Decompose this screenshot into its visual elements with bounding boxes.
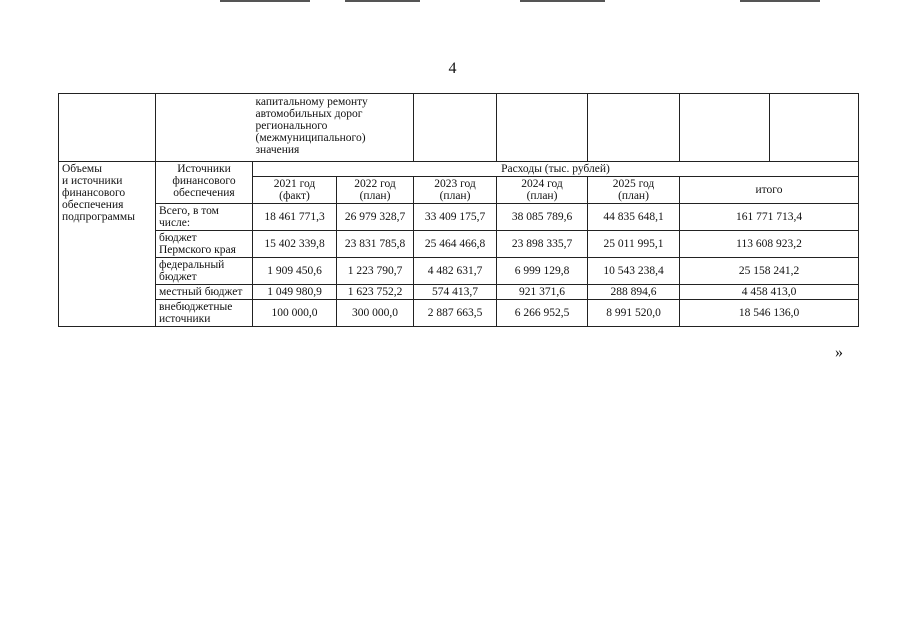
value-cell: 6 999 129,8 — [497, 258, 588, 285]
scan-edge-mark — [520, 0, 605, 2]
section-label: Объемы и источники финансового обеспечения подпрограммы — [59, 162, 156, 327]
value-cell: 23 831 785,8 — [337, 231, 414, 258]
table-row — [59, 285, 859, 300]
total-cell: 113 608 923,2 — [680, 231, 859, 258]
value-cell: 8 991 520,0 — [588, 300, 680, 327]
value-cell: 100 000,0 — [253, 300, 337, 327]
total-cell: 25 158 241,2 — [680, 258, 859, 285]
value-cell: 25 464 466,8 — [414, 231, 497, 258]
empty-cell — [588, 94, 680, 162]
source-name: Всего, в том числе: — [156, 204, 253, 231]
value-cell: 6 266 952,5 — [497, 300, 588, 327]
expenses-header: Расходы (тыс. рублей) — [253, 162, 859, 177]
empty-cell — [59, 94, 156, 162]
year-header: 2021 год (факт) — [253, 177, 337, 204]
value-cell: 1 909 450,6 — [253, 258, 337, 285]
source-name: бюджет Пермского края — [156, 231, 253, 258]
year-header: 2023 год (план) — [414, 177, 497, 204]
table-row — [59, 204, 859, 231]
closing-quote: » — [835, 344, 843, 361]
value-cell: 10 543 238,4 — [588, 258, 680, 285]
empty-cell — [770, 94, 859, 162]
value-cell: 574 413,7 — [414, 285, 497, 300]
total-cell: 4 458 413,0 — [680, 285, 859, 300]
total-cell: 161 771 713,4 — [680, 204, 859, 231]
scan-edge-mark — [220, 0, 310, 2]
value-cell: 33 409 175,7 — [414, 204, 497, 231]
source-name: внебюджетные источники — [156, 300, 253, 327]
source-name: федеральный бюджет — [156, 258, 253, 285]
empty-cell — [497, 94, 588, 162]
table-row — [59, 300, 859, 327]
continuation-text: капитальному ремонту автомобильных дорог регионального (межмуниципального) значения — [253, 94, 414, 162]
empty-cell — [156, 94, 253, 162]
value-cell: 288 894,6 — [588, 285, 680, 300]
header-row-1 — [59, 162, 859, 177]
page-number: 4 — [448, 60, 457, 77]
financing-table — [58, 93, 859, 327]
value-cell: 25 011 995,1 — [588, 231, 680, 258]
value-cell: 15 402 339,8 — [253, 231, 337, 258]
value-cell: 921 371,6 — [497, 285, 588, 300]
value-cell: 4 482 631,7 — [414, 258, 497, 285]
year-header: 2025 год (план) — [588, 177, 680, 204]
value-cell: 1 049 980,9 — [253, 285, 337, 300]
value-cell: 44 835 648,1 — [588, 204, 680, 231]
continuation-row — [59, 94, 859, 162]
year-header: 2022 год (план) — [337, 177, 414, 204]
value-cell: 1 223 790,7 — [337, 258, 414, 285]
scan-edge-mark — [345, 0, 420, 2]
source-name: местный бюджет — [156, 285, 253, 300]
value-cell: 2 887 663,5 — [414, 300, 497, 327]
value-cell: 18 461 771,3 — [253, 204, 337, 231]
year-header: 2024 год (план) — [497, 177, 588, 204]
scan-edge-mark — [740, 0, 820, 2]
sources-header: Источники финансового обеспечения — [156, 162, 253, 204]
value-cell: 23 898 335,7 — [497, 231, 588, 258]
value-cell: 1 623 752,2 — [337, 285, 414, 300]
total-cell: 18 546 136,0 — [680, 300, 859, 327]
value-cell: 300 000,0 — [337, 300, 414, 327]
empty-cell — [414, 94, 497, 162]
empty-cell — [680, 94, 770, 162]
value-cell: 26 979 328,7 — [337, 204, 414, 231]
value-cell: 38 085 789,6 — [497, 204, 588, 231]
total-header: итого — [680, 177, 859, 204]
table-row — [59, 258, 859, 285]
table-row — [59, 231, 859, 258]
